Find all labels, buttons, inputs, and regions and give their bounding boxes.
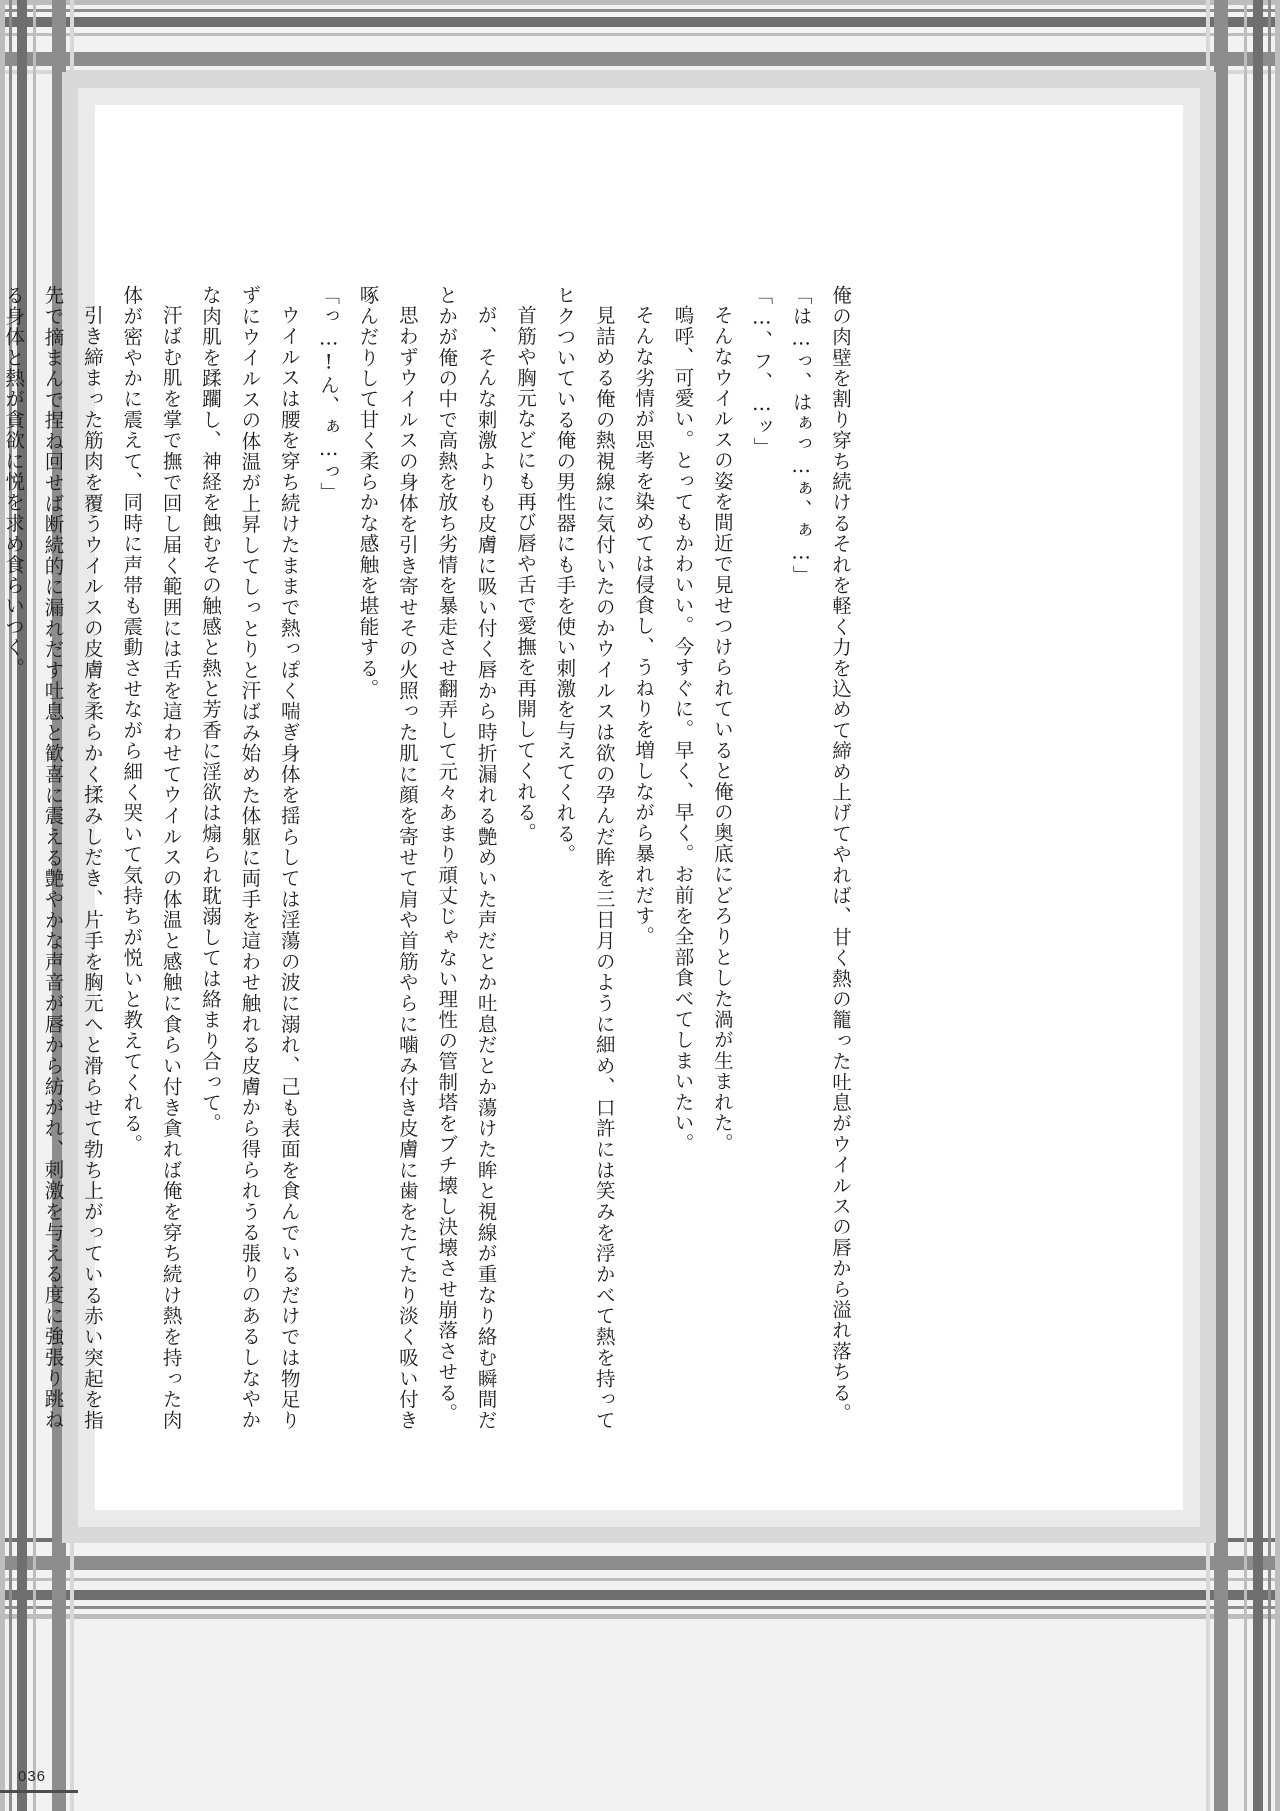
paragraph: 引き締まった筋肉を覆うウイルスの皮膚を柔らかく揉みしだき、片手を胸元へと滑らせて勃ち上がっている赤い突起を指先で摘まんで捏ね回せば断続的に漏れだす吐息と歓喜に震える艶やかな声音が唇から紡がれ、刺激を与える度に強張り跳ねる身体と熱が貪欲に悦を求め食らいつく。: [2, 285, 104, 1430]
paragraph: 「…、フ、…ッ」: [750, 285, 774, 458]
paragraph: 見詰める俺の熱視線に気付いたのかウイルスは欲の孕んだ眸を三日月のように細め、口許には笑みを浮かべて熱を持ってヒクついている俺の男性器にも手を使い刺激を与えてくれる。: [553, 285, 616, 1430]
plaid-band-h: [0, 1590, 1280, 1600]
plaid-band-h: [0, 0, 1280, 5]
plaid-band-v: [1253, 0, 1263, 1811]
paragraph: 首筋や胸元などにも再び唇や舌で愛撫を再開してくれる。: [514, 304, 537, 843]
plaid-band-v: [1268, 0, 1271, 1811]
plaid-band-v: [1275, 0, 1280, 1811]
plaid-band-h: [0, 1556, 1280, 1570]
paragraph: そんな劣情が思考を染めては侵食し、うねりを増しながら暴れだす。: [632, 304, 656, 947]
paragraph: 「は…っ、はぁっ…ぁ、ぁ…」: [789, 285, 813, 586]
plaid-band-h: [0, 33, 1280, 36]
plaid-band-v: [1214, 0, 1228, 1811]
page-number: 036: [18, 1768, 47, 1785]
paragraph: ウイルスは腰を穿ち続けたままで熱っぽく喘ぎ身体を揺らしては淫蕩の波に溺れ、己も表面を食んでいるだけでは物足りずにウイルスの体温が上昇してしっとりと汗ばみ始めた体躯に両手を這わせ触れる皮膚から得られうる張りのあるしなやかな肉肌を蹂躙し、神経を蝕むその触感と熱と芳香に淫欲は煽られ耽溺しては絡まり合って。: [199, 285, 301, 1430]
paragraph: が、そんな刺激よりも皮膚に吸い付く唇から時折漏れる艶めいた声だとか吐息だとか蕩けた眸と視線が重なり絡む瞬間だとかが俺の中で高熱を放ち劣情を暴走させ翻弄して元々あまり頑丈じゃない理性の管制塔をブチ壊し決壊させ崩落させる。: [435, 285, 498, 1430]
body-text: [2, 285, 860, 1430]
plaid-band-h: [0, 9, 1280, 12]
paragraph: 俺の肉壁を割り穿ち続けるそれを軽く力を込めて締め上げてやれば、甘く熱の籠った吐息がウイルスの唇から溢れ落ちる。: [829, 285, 852, 1424]
plaid-band-v: [1244, 0, 1247, 1811]
plaid-band-h: [0, 1606, 1280, 1609]
paragraph: 嗚呼、可愛い。とってもかわいい。今すぐに。早く、早く。お前を全部食べてしまいたい。: [671, 304, 695, 1154]
paragraph: 「っ…!ん、ぁ…っ」: [317, 285, 341, 503]
folio-rule: [0, 1790, 78, 1793]
paragraph: 思わずウイルスの身体を引き寄せその火照った肌に顔を寄せて肩や首筋やらに噛み付き皮膚に歯をたてたり淡く吸い付き啄んだりして甘く柔らかな感触を堪能する。: [356, 285, 419, 1430]
plaid-band-h: [0, 17, 1280, 27]
plaid-band-h: [0, 1614, 1280, 1619]
paragraph: そんなウイルスの姿を間近で見せつけられていると俺の奥底にどろりとした渦が生まれた。: [710, 304, 734, 1154]
plaid-band-h: [0, 1578, 1280, 1581]
plaid-band-h: [0, 52, 1280, 66]
paragraph: 汗ばむ肌を掌で撫で回し届く範囲には舌を這わせてウイルスの体温と感触に食らい付き貪れば俺を穿ち続け熱を持った肉体が密やかに震えて、同時に声帯も震動させながら細く哭いて気持ちが悦いと教えてくれる。: [120, 285, 183, 1430]
